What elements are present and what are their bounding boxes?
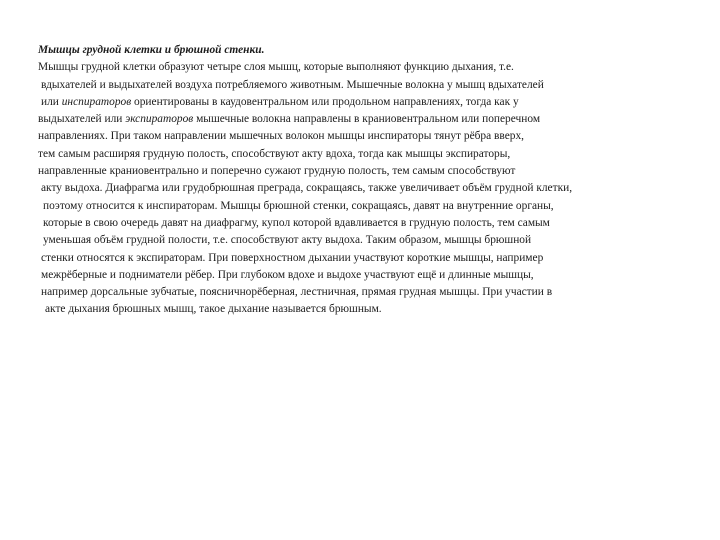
document-body [38, 42, 688, 319]
text-line: тем самым расширяя грудную полость, способствуют акту вдоха, тогда как мышцы экспираторы, [38, 147, 511, 160]
document-title: Мышцы грудной клетки и брюшной стенки. [38, 44, 265, 56]
text-line [38, 111, 688, 128]
text-line: стенки относятся к экспираторам. При поверхностном дыхании участвуют короткие мышцы, например [41, 251, 544, 264]
text-line: акту выдоха. Диафрагма или грудобрюшная преграда, сокращаясь, также увеличивает объём грудной клетки, [41, 182, 573, 195]
text-line: которые в свою очередь давят на диафрагму, купол которой вдавливается в грудную полость, тем самым [43, 216, 550, 229]
text-line: направленные краниовентрально и поперечно сужают грудную полость, тем самым способствуют [38, 165, 516, 178]
text-line: поэтому относится к инспираторам. Мышцы брюшной стенки, сокращаясь, давят на внутренние органы, [43, 199, 554, 212]
term-inspirators: инспираторов [61, 95, 132, 108]
text-line: вдыхателей и выдыхателей воздуха потребляемого животным. Мышечные волокна у мышц вдыхателей [41, 78, 544, 91]
text-line: например дорсальные зубчатые, поясничнорёберная, лестничная, прямая грудная мышцы. При участии в [41, 286, 553, 299]
text-line: межрёберные и подниматели рёбер. При глубоком вдохе и выдохе участвуют ещё и длинные мышцы, [41, 268, 534, 281]
text-line: Мышцы грудной клетки образуют четыре слоя мышц, которые выполняют функцию дыхания, т.е. [38, 61, 514, 74]
text-line: направлениях. При таком направлении мышечных волокон мышцы инспираторы тянут рёбра вверх, [38, 130, 525, 143]
text-run: мышечные волокна направлены в краниовентральном или поперечном [193, 113, 541, 126]
text-run: ориентированы в каудовентральном или продольном направлениях, тогда как у [131, 95, 519, 108]
text-line: уменьшая объём грудной полости, т.е. способствуют акту выдоха. Таким образом, мышцы брюшной [43, 234, 532, 247]
text-run: выдыхателей или [38, 113, 126, 126]
text-run: или [41, 95, 62, 108]
text-line [38, 94, 688, 111]
text-line: акте дыхания брюшных мышц, такое дыхание называется брюшным. [45, 303, 382, 316]
term-expirators: экспираторов [125, 113, 194, 126]
